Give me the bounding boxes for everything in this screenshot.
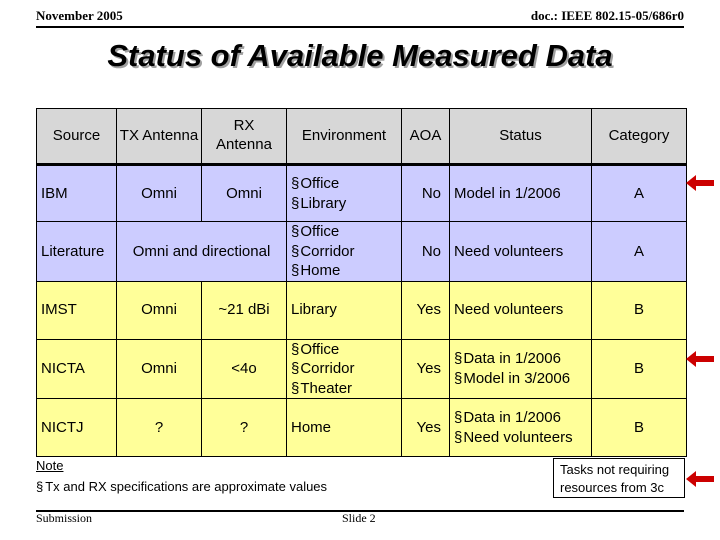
col-header-rx-antenna: RX Antenna xyxy=(202,109,287,165)
env-bullet: § Office xyxy=(291,174,397,194)
cell-rx-antenna: ? xyxy=(202,399,287,457)
cell-rx-antenna: <4o xyxy=(202,339,287,399)
header-divider xyxy=(36,26,684,28)
cell-aoa: Yes xyxy=(402,339,450,399)
cell-tx-antenna: Omni xyxy=(117,165,202,222)
status-bullet: § Data in 1/2006 xyxy=(454,349,587,369)
cell-status: Need volunteers xyxy=(450,281,592,339)
env-bullet: § Theater xyxy=(291,379,397,399)
status-bullet: § Need volunteers xyxy=(454,428,587,448)
footer-submission: Submission xyxy=(36,511,93,525)
header-doc-id: doc.: IEEE 802.15-05/686r0 xyxy=(530,8,684,23)
cell-source: IMST xyxy=(37,281,117,339)
status-bullet: § Model in 3/2006 xyxy=(454,369,587,389)
slide-title: Status of Available Measured Data xyxy=(107,38,613,73)
cell-category: B xyxy=(592,339,687,399)
cell-category: B xyxy=(592,281,687,339)
table-row xyxy=(37,222,687,282)
cell-status: Model in 1/2006 xyxy=(450,165,592,222)
table-row xyxy=(37,165,687,222)
tasks-callout-line: Tasks not requiring xyxy=(560,462,670,477)
tasks-callout-line: resources from 3c xyxy=(560,479,665,495)
footer-slide-number: Slide 2 xyxy=(342,511,376,525)
cell-aoa: Yes xyxy=(402,281,450,339)
cell-aoa: No xyxy=(402,165,450,222)
table-row xyxy=(37,339,687,399)
arrow-left-icon xyxy=(686,350,714,368)
cell-rx-antenna: ~21 dBi xyxy=(202,281,287,339)
cell-status xyxy=(450,399,592,457)
col-header-environment: Environment xyxy=(287,109,402,165)
cell-category: B xyxy=(592,399,687,457)
cell-environment: Home xyxy=(287,399,402,457)
env-bullet: § Home xyxy=(291,261,397,281)
cell-rx-antenna: Omni xyxy=(202,165,287,222)
env-bullet: § Library xyxy=(291,194,397,214)
cell-aoa: No xyxy=(402,222,450,282)
cell-environment xyxy=(287,222,402,282)
env-bullet: § Office xyxy=(291,340,397,360)
col-header-source: Source xyxy=(37,109,117,165)
header-date: November 2005 xyxy=(36,8,123,23)
cell-source: Literature xyxy=(37,222,117,282)
cell-tx-antenna: Omni xyxy=(117,339,202,399)
cell-source: IBM xyxy=(37,165,117,222)
env-bullet: § Corridor xyxy=(291,359,397,379)
env-bullet: § Office xyxy=(291,222,397,242)
arrow-left-icon xyxy=(686,174,714,192)
table-header-row xyxy=(37,109,687,165)
table-row xyxy=(37,281,687,339)
arrow-left-icon xyxy=(686,470,714,488)
col-header-status: Status xyxy=(450,109,592,165)
env-bullet: § Corridor xyxy=(291,242,397,262)
cell-status: Need volunteers xyxy=(450,222,592,282)
cell-source: NICTA xyxy=(37,339,117,399)
status-bullet: § Data in 1/2006 xyxy=(454,408,587,428)
note-title: Note xyxy=(36,458,64,473)
col-header-category: Category xyxy=(592,109,687,165)
cell-source: NICTJ xyxy=(37,399,117,457)
measured-data-table xyxy=(36,108,687,457)
note-item: § Tx and RX specifications are approximate values xyxy=(36,479,327,494)
cell-environment xyxy=(287,165,402,222)
cell-tx-antenna: ? xyxy=(117,399,202,457)
tasks-callout-box xyxy=(553,458,685,498)
col-header-tx-antenna: TX Antenna xyxy=(117,109,202,165)
col-header-aoa: AOA xyxy=(402,109,450,165)
cell-aoa: Yes xyxy=(402,399,450,457)
cell-antenna-merged: Omni and directional xyxy=(117,222,287,282)
cell-category: A xyxy=(592,165,687,222)
cell-category: A xyxy=(592,222,687,282)
cell-tx-antenna: Omni xyxy=(117,281,202,339)
cell-environment: Library xyxy=(287,281,402,339)
cell-status xyxy=(450,339,592,399)
table-row xyxy=(37,399,687,457)
cell-environment xyxy=(287,339,402,399)
